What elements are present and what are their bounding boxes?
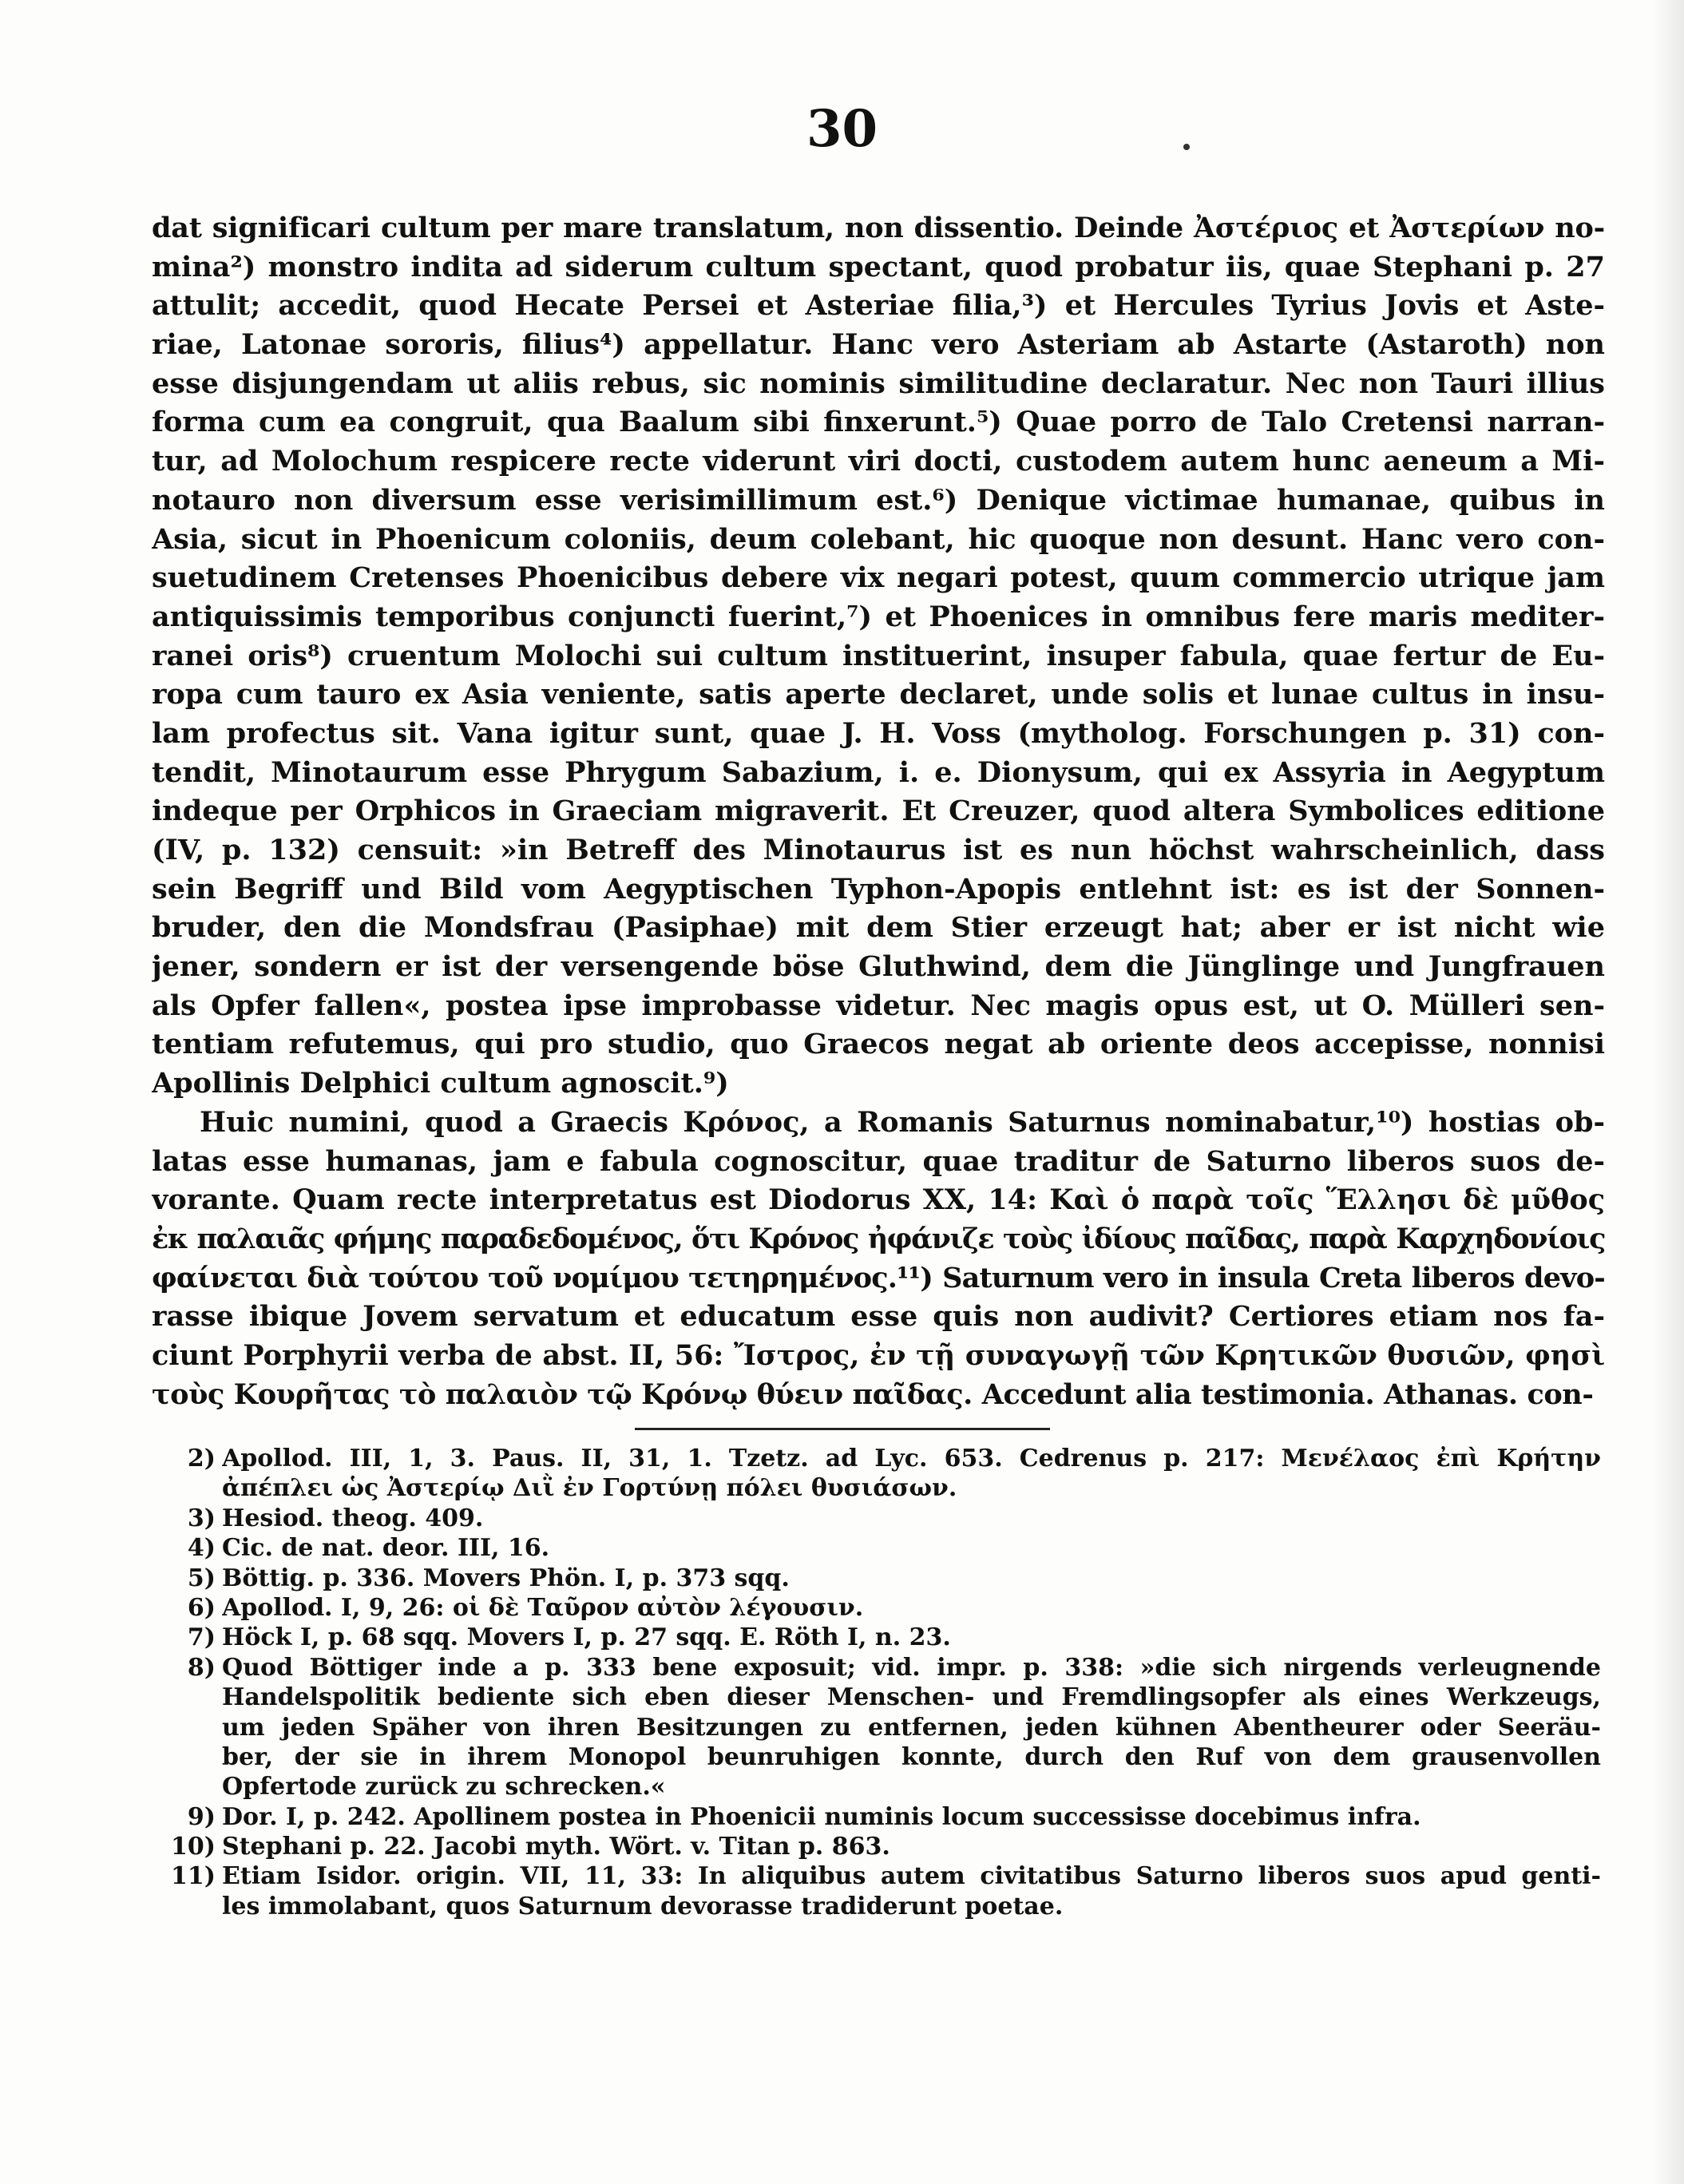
body-line: sein Begriff und Bild vom Aegyptischen Typhon-Apopis entlehnt ist: es ist der Sonnen- — [152, 872, 1605, 906]
body-line: φαίνεται διὰ τούτου τοῦ νομίμου τετηρημένος.¹¹) Saturnum vero in insula Creta liberos devo- — [152, 1261, 1605, 1294]
body-line: als Opfer fallen«, postea ipse improbasse videtur. Nec magis opus est, ut O. Mülleri sen- — [152, 989, 1605, 1022]
body-line: esse disjungendam ut aliis rebus, sic nominis similitudine declaratur. Nec non Tauri illius — [152, 367, 1605, 400]
footnote-line: Handelspolitik bediente sich eben dieser Menschen- und Fremdlingsopfer als eines Werkzeugs, — [222, 1683, 1601, 1712]
footnote — [160, 1593, 1601, 1623]
body-line: Huic numini, quod a Graecis Κρόνος, a Romanis Saturnus nominabatur,¹⁰) hostias ob- — [200, 1105, 1605, 1139]
page-edge-shadow — [1652, 0, 1684, 2184]
body-line: antiquissimis temporibus conjuncti fuerint,⁷) et Phoenices in omnibus fere maris mediter- — [152, 600, 1605, 633]
print-dot — [1183, 144, 1190, 150]
footnote-line: ber, der sie in ihrem Monopol beunruhigen konnte, durch den Ruf von dem grausenvollen — [222, 1742, 1601, 1771]
body-line: attulit; accedit, quod Hecate Persei et Asteriae filia,³) et Hercules Tyrius Jovis et Aste- — [152, 289, 1605, 323]
footnote-number: 4) — [187, 1534, 216, 1563]
footnote-number: 11) — [171, 1862, 216, 1891]
footnote-line: Opfertode zurück zu schrecken.« — [222, 1773, 666, 1802]
footnote — [160, 1444, 1601, 1504]
footnote-number: 5) — [187, 1564, 216, 1592]
body-line: tendit, Minotaurum esse Phrygum Sabazium, i. e. Dionysum, qui ex Assyria in Aegyptum — [152, 755, 1605, 789]
footnote — [160, 1832, 1601, 1861]
footnote — [160, 1802, 1601, 1832]
footnote-number: 7) — [187, 1623, 216, 1652]
footnote-line: Dor. I, p. 242. Apollinem postea in Phoenicii numinis locum successisse docebimus infra. — [222, 1802, 1421, 1831]
body-line: ropa cum tauro ex Asia veniente, satis aperte declaret, unde solis et lunae cultus in insu- — [152, 678, 1605, 711]
footnote-rule — [635, 1428, 1050, 1430]
body-line: ranei oris⁸) cruentum Molochi sui cultum instituerint, insuper fabula, quae fertur de Eu- — [152, 639, 1605, 672]
body-line: mina²) monstro indita ad siderum cultum spectant, quod probatur iis, quae Stephani p. 27 — [152, 250, 1605, 283]
body-line: tentiam refutemus, qui pro studio, quo Graecos negat ab oriente deos accepisse, nonnisi — [152, 1028, 1605, 1061]
footnote-line: Apollod. I, 9, 26: οἱ δὲ Ταῦρον αὐτὸν λέγουσιν. — [222, 1593, 864, 1622]
body-line: (IV, p. 132) censuit: »in Betreff des Minotaurus ist es nun höchst wahrscheinlich, dass — [152, 834, 1605, 866]
body-line: Asia, sicut in Phoenicum coloniis, deum colebant, hic quoque non desunt. Hanc vero con- — [152, 522, 1605, 556]
body-line: Apollinis Delphici cultum agnoscit.⁹) — [152, 1067, 729, 1100]
body-line: jener, sondern er ist der versengende böse Gluthwind, dem die Jünglinge und Jungfrauen — [152, 950, 1605, 984]
footnote — [160, 1653, 1601, 1802]
footnote — [160, 1623, 1601, 1652]
footnote-number: 6) — [187, 1593, 216, 1622]
body-line: ciunt Porphyrii verba de abst. II, 56: Ἴστρος, ἐν τῇ συναγωγῇ τῶν Κρητικῶν θυσιῶν, φησὶ — [152, 1338, 1605, 1372]
body-line: suetudinem Cretenses Phoenicibus debere vix negari potest, quum commercio utrique jam — [152, 561, 1605, 595]
footnote-number: 3) — [187, 1504, 216, 1532]
footnote-number: 8) — [187, 1653, 216, 1682]
footnote-line: les immolabant, quos Saturnum devorasse tradiderunt poetae. — [222, 1892, 1064, 1920]
footnotes — [160, 1444, 1601, 1921]
footnote — [160, 1533, 1601, 1563]
footnote-line: Böttig. p. 336. Movers Phön. I, p. 373 sqq. — [222, 1564, 790, 1592]
body-line: latas esse humanas, jam e fabula cognoscitur, quae traditur de Saturno liberos suos de- — [152, 1144, 1605, 1178]
body-line: vorante. Quam recte interpretatus est Diodorus XX, 14: Καὶ ὁ παρὰ τοῖς Ἕλλησι δὲ μῦθος — [152, 1183, 1605, 1217]
body-text — [152, 209, 1605, 1414]
footnote-line: Hesiod. theog. 409. — [222, 1504, 484, 1532]
body-line: tur, ad Molochum respicere recte viderunt viri docti, custodem autem hunc aeneum a Mi- — [152, 445, 1605, 478]
footnote-line: ἀπέπλει ὡς Ἀστερίῳ Διῒ ἐν Γορτύνῃ πόλει θυσιάσων. — [222, 1474, 957, 1503]
body-line: notauro non diversum esse verisimillimum est.⁶) Denique victimae humanae, quibus in — [152, 483, 1605, 517]
footnote — [160, 1861, 1601, 1921]
body-line: forma cum ea congruit, qua Baalum sibi finxerunt.⁵) Quae porro de Talo Cretensi narran- — [152, 406, 1605, 439]
body-line: ἐκ παλαιᾶς φήμης παραδεδομένος, ὅτι Κρόνος ἠφάνιζε τοὺς ἰδίους παῖδας, παρὰ Καρχηδονίοις — [152, 1222, 1605, 1255]
body-line: rasse ibique Jovem servatum et educatum esse quis non audivit? Certiores etiam nos fa- — [152, 1300, 1605, 1334]
footnote-number: 2) — [187, 1445, 216, 1473]
page-number: 30 — [806, 99, 878, 159]
body-line: riae, Latonae sororis, filius⁴) appellatur. Hanc vero Asteriam ab Astarte (Astaroth) non — [152, 328, 1605, 362]
footnote-line: Etiam Isidor. origin. VII, 11, 33: In aliquibus autem civitatibus Saturno liberos suos apud genti- — [222, 1862, 1601, 1891]
footnote-line: Cic. de nat. deor. III, 16. — [222, 1534, 550, 1563]
footnote — [160, 1504, 1601, 1533]
body-line: τοὺς Κουρῆτας τὸ παλαιὸν τῷ Κρόνῳ θύειν παῖδας. Accedunt alia testimonia. Athanas. con- — [152, 1377, 1594, 1411]
footnote-line: Apollod. III, 1, 3. Paus. II, 31, 1. Tzetz. ad Lyc. 653. Cedrenus p. 217: Μενέλαος ἐπὶ Κρήτην — [222, 1445, 1601, 1473]
footnote-line: um jeden Späher von ihren Besitzungen zu entfernen, jeden kühnen Abentheurer oder Seeräu- — [222, 1713, 1601, 1742]
footnote — [160, 1564, 1601, 1593]
footnote-line: Quod Böttiger inde a p. 333 bene exposuit; vid. impr. p. 338: »die sich nirgends verleugnende — [222, 1653, 1601, 1682]
body-line: indeque per Orphicos in Graeciam migraverit. Et Creuzer, quod altera Symbolices editione — [152, 795, 1605, 828]
footnote-line: Höck I, p. 68 sqq. Movers I, p. 27 sqq. E. Röth I, n. 23. — [222, 1623, 951, 1652]
body-line: lam profectus sit. Vana igitur sunt, quae J. H. Voss (mytholog. Forschungen p. 31) con- — [152, 716, 1605, 750]
footnote-number: 10) — [171, 1833, 216, 1861]
footnote-line: Stephani p. 22. Jacobi myth. Wört. v. Titan p. 863. — [222, 1833, 890, 1861]
body-line: bruder, den die Mondsfrau (Pasiphae) mit dem Stier erzeugt hat; aber er ist nicht wie — [152, 911, 1605, 945]
footnote-number: 9) — [187, 1802, 216, 1831]
body-line: dat significari cultum per mare translatum, non dissentio. Deinde Ἀστέριος et Ἀστερίων no- — [152, 212, 1605, 244]
